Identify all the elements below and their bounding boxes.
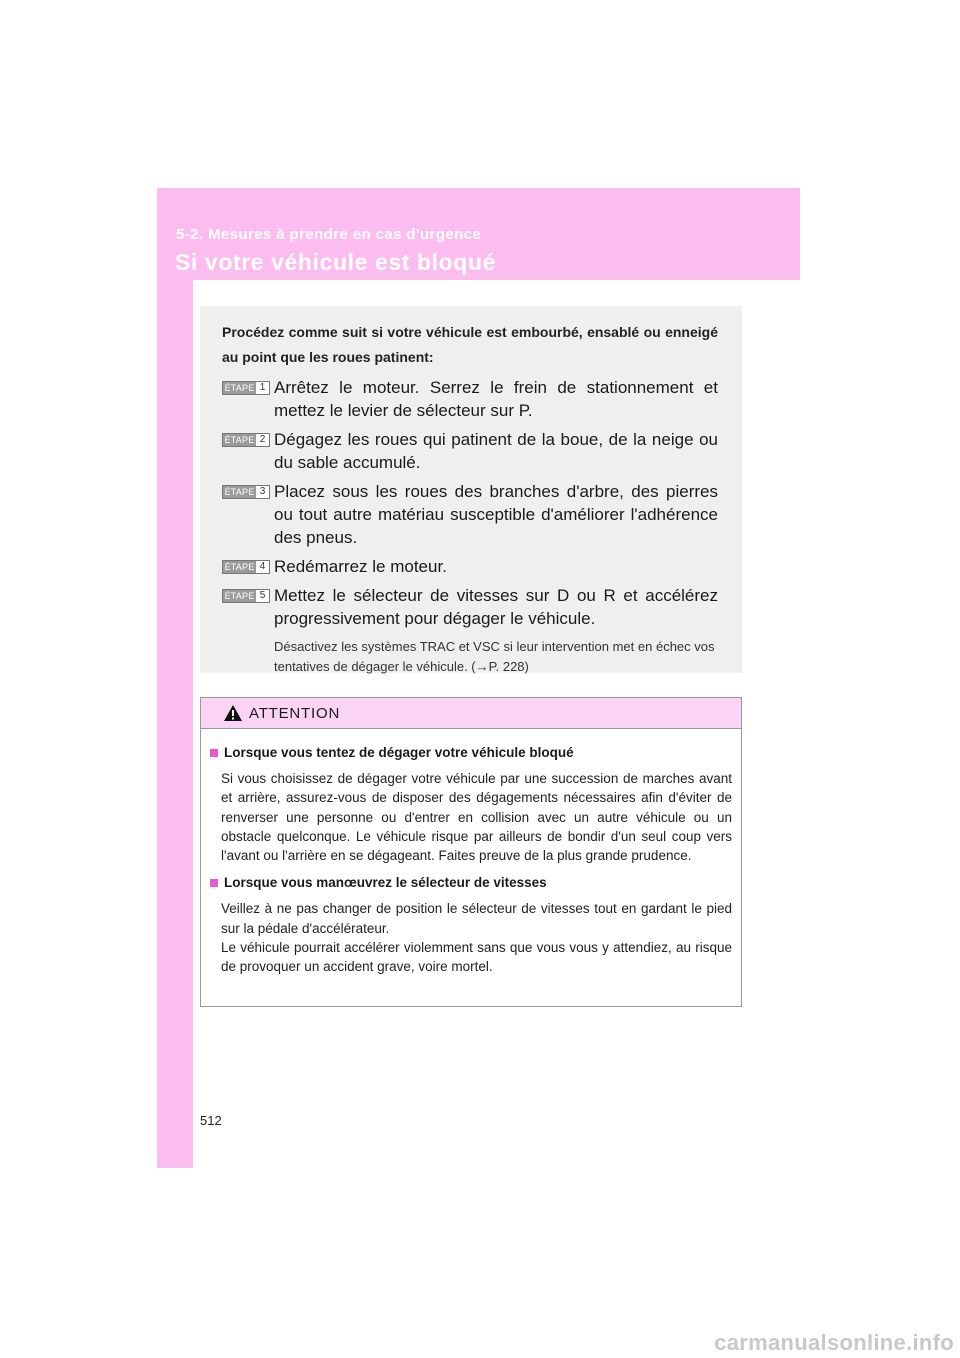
- attention-title: ATTENTION: [249, 704, 341, 722]
- step-2: [222, 428, 718, 474]
- step-text: Placez sous les roues des branches d'arbre, des pierres ou tout autre matériau susceptible d'améliorer l'adhérence des pneus.: [274, 482, 718, 547]
- step-badge-number: 4: [259, 561, 266, 572]
- watermark: carmanualsonline.info: [714, 1330, 954, 1355]
- left-margin-strip: [157, 188, 193, 1168]
- step-badge-number: 5: [259, 590, 266, 601]
- step-badge: [222, 560, 270, 574]
- step-badge-number: 1: [259, 382, 266, 393]
- step-badge-word: ÉTAPE: [224, 435, 255, 445]
- attention-heading-text: Lorsque vous manœuvrez le sélecteur de vitesses: [224, 875, 547, 891]
- step-note: Désactivez les systèmes TRAC et VSC si leur intervention met en échec vos tentatives de dégager le véhicule. (→P. 228): [274, 639, 715, 674]
- step-badge: [222, 433, 270, 447]
- page-number: 512: [200, 1113, 222, 1128]
- attention-paragraph: Le véhicule pourrait accélérer violemment sans que vous vous y attendiez, au risque de provoquer un accident grave, voire mortel.: [221, 940, 732, 975]
- step-badge-word: ÉTAPE: [224, 562, 255, 572]
- step-text: Redémarrez le moteur.: [274, 557, 447, 576]
- attention-heading: [210, 743, 732, 762]
- attention-header: [201, 698, 741, 729]
- step-4: [222, 555, 718, 578]
- attention-heading: [210, 873, 732, 892]
- square-bullet-icon: [210, 879, 218, 887]
- step-badge-number: 2: [259, 434, 266, 445]
- procedure-box: [200, 306, 742, 673]
- attention-box: [200, 697, 742, 1007]
- step-text: Dégagez les roues qui patinent de la boue, de la neige ou du sable accumulé.: [274, 430, 718, 472]
- step-badge-number: 3: [259, 486, 266, 497]
- step-badge: [222, 589, 270, 603]
- step-1: [222, 376, 718, 422]
- attention-paragraph: Si vous choisissez de dégager votre véhicule par une succession de marches avant et arrière, assurez-vous de disposer des dégagements nécessaires afin d'éviter de renverser une personne ou d'entrer en collision avec un autre véhicule ou un obstacle quelconque. Le véhicule risque par ailleurs de bondir d'un seul coup vers l'avant ou l'arrière en se dégageant. Faites preuve de la plus grande prudence.: [221, 771, 732, 864]
- warning-icon: [223, 704, 243, 722]
- section-label: 5-2. Mesures à prendre en cas d'urgence: [176, 226, 482, 243]
- attention-heading-text: Lorsque vous tentez de dégager votre véhicule bloqué: [224, 745, 574, 760]
- page-title: Si votre véhicule est bloqué: [175, 249, 496, 275]
- step-5: [222, 584, 718, 630]
- step-3: [222, 480, 718, 549]
- step-text: Mettez le sélecteur de vitesses sur D ou R et accélérez progressivement pour dégager le véhicule.: [274, 586, 718, 628]
- procedure-intro: Procédez comme suit si votre véhicule est embourbé, ensablé ou enneigé au point que les roues patinent:: [222, 324, 718, 365]
- step-badge-word: ÉTAPE: [224, 591, 255, 601]
- step-badge-word: ÉTAPE: [224, 383, 255, 393]
- attention-paragraph: Veillez à ne pas changer de position le sélecteur de vitesses tout en gardant le pied sur la pédale d'accélérateur.: [221, 901, 732, 936]
- step-badge-word: ÉTAPE: [224, 487, 255, 497]
- square-bullet-icon: [210, 749, 218, 757]
- step-badge: [222, 485, 270, 499]
- step-badge: [222, 381, 270, 395]
- step-text: Arrêtez le moteur. Serrez le frein de stationnement et mettez le levier de sélecteur sur P.: [274, 378, 718, 420]
- attention-body: [201, 729, 741, 977]
